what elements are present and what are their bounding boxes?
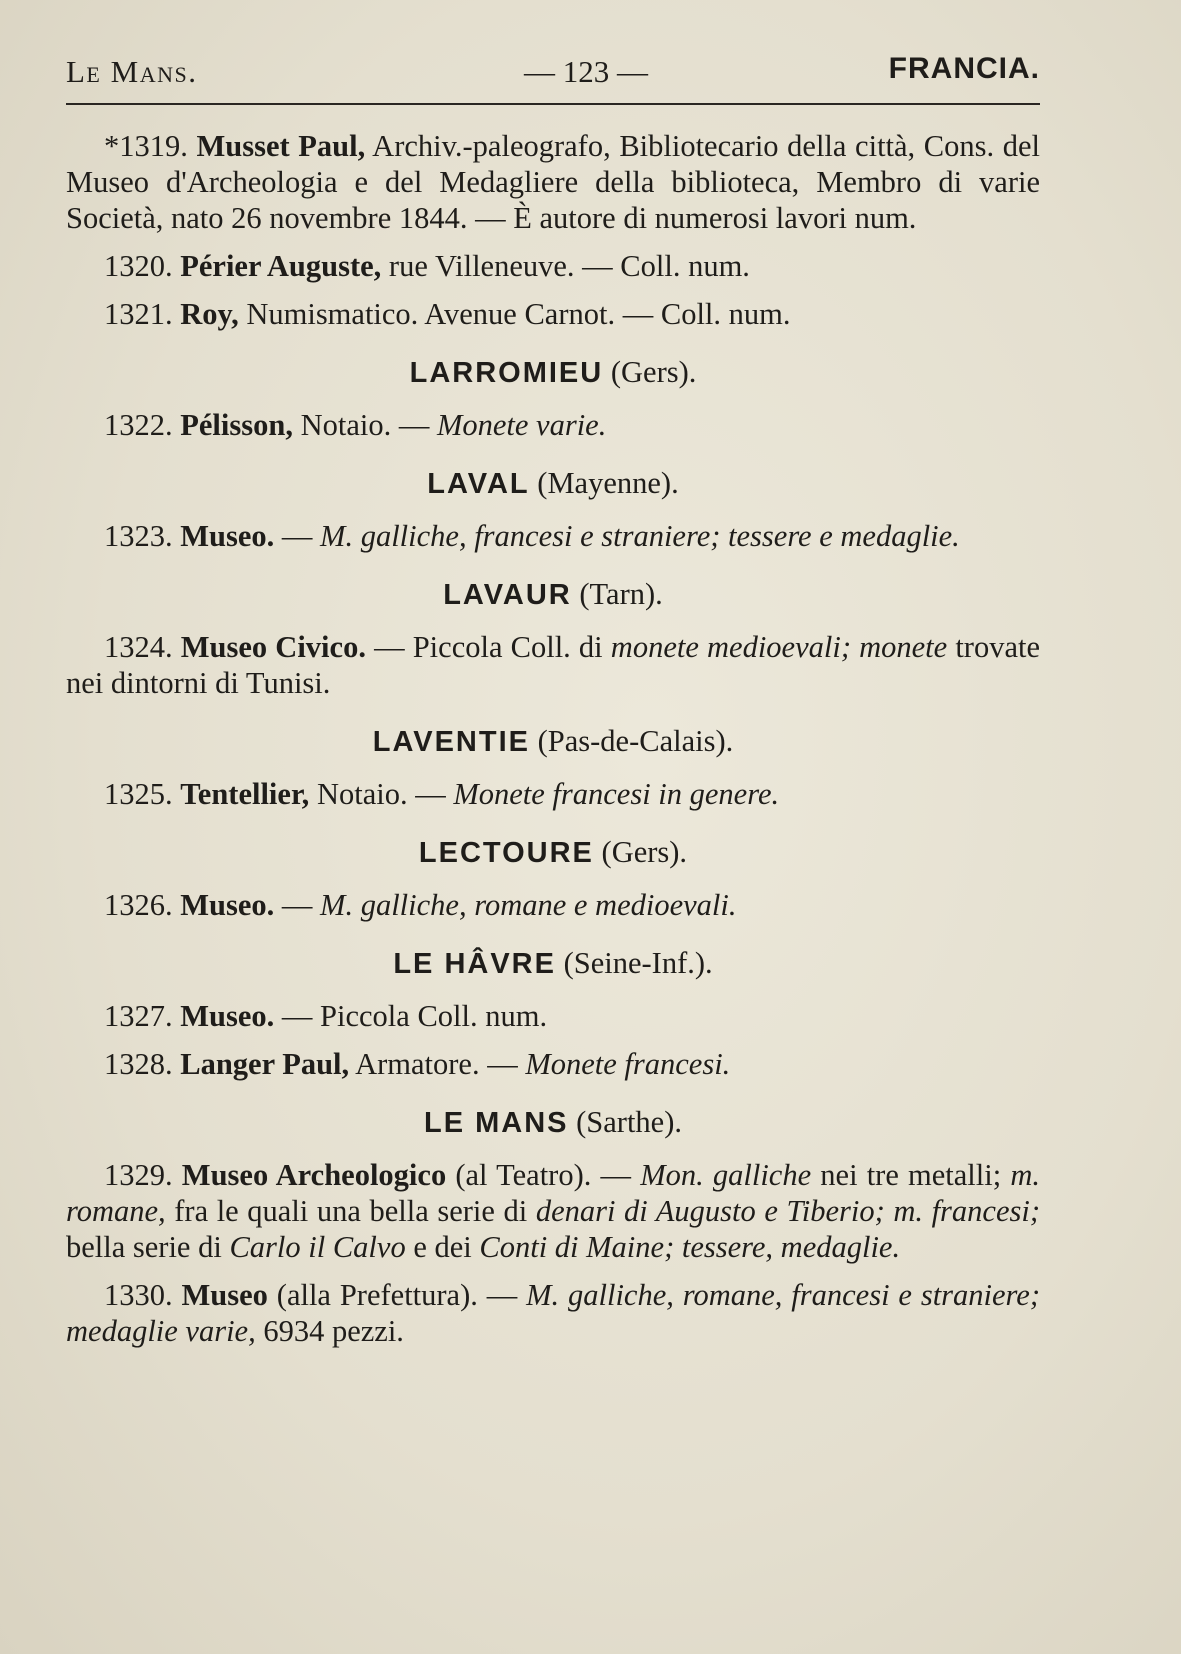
entry-italic-text: Monete francesi in genere. (453, 777, 780, 811)
entry-text: — Piccola Coll. di (365, 630, 611, 664)
directory-entry (66, 296, 1040, 332)
entry-italic-text: monete medioevali; monete (610, 630, 948, 664)
place-name: LARROMIEU (409, 357, 604, 389)
running-head-country: FRANCIA. (888, 52, 1040, 85)
entry-number: 1321. (104, 297, 173, 331)
entry-name: Museo Archeologico (181, 1158, 447, 1192)
entry-text: fra le quali una bella serie di (165, 1194, 536, 1228)
entry-number: 1323. (104, 519, 173, 553)
entry-number: 1330. (104, 1278, 173, 1312)
place-name: LAVENTIE (372, 726, 530, 758)
header-rule (66, 103, 1040, 105)
entry-italic-text: M. galliche, romane e medioevali. (320, 888, 737, 922)
entry-text: trovate nei dintorni di Tunisi. (66, 630, 1041, 700)
page-number: — 123 — (524, 54, 648, 89)
entry-italic-text: m. romane, (66, 1158, 1040, 1228)
place-name: LAVAL (427, 468, 530, 500)
directory-entry (66, 629, 1040, 701)
entry-text: rue Villeneuve. — Coll. num. (381, 249, 750, 283)
directory-entry (66, 518, 1040, 554)
directory-entry (66, 1046, 1040, 1082)
place-name: LE MANS (424, 1107, 569, 1139)
directory-entry (66, 1157, 1040, 1265)
entry-name: Langer Paul, (180, 1047, 350, 1081)
running-head-place: Le Mans. (66, 54, 198, 89)
entry-text: — (274, 888, 321, 922)
place-name: LECTOURE (418, 837, 594, 869)
entry-text: — (274, 519, 321, 553)
entry-text: (al Teatro). — (446, 1158, 641, 1192)
entry-text: Archiv.-paleografo, Bibliotecario della città, Cons. del Museo d'Archeologia e del Medagliere della biblioteca, Membro di varie Società, nato 26 novembre 1844. — È autore di numerosi lavori num. (66, 129, 1041, 235)
directory-entry (66, 248, 1040, 284)
entry-text: (alla Prefettura). — (267, 1278, 527, 1312)
entry-number: 1328. (104, 1047, 173, 1081)
directory-entry (66, 128, 1040, 236)
entry-italic-text: Mon. galliche (640, 1158, 812, 1192)
entry-name: Roy, (180, 297, 239, 331)
entry-text: Notaio. — (309, 777, 454, 811)
place-heading (66, 576, 1040, 613)
place-region: (Tarn). (579, 577, 663, 611)
entry-italic-text: Monete francesi. (525, 1047, 731, 1081)
entry-name: Museo. (180, 888, 275, 922)
entry-number: 1326. (104, 888, 173, 922)
entry-text: 6934 pezzi. (255, 1314, 404, 1348)
entry-name: Pélisson, (180, 408, 293, 442)
place-name: LE HÂVRE (393, 948, 556, 980)
entry-text: Armatore. — (349, 1047, 526, 1081)
entry-name: Périer Auguste, (180, 249, 382, 283)
entry-italic-text: Carlo il Calvo (229, 1230, 406, 1264)
entry-italic-text: Monete varie. (436, 408, 607, 442)
entry-number: *1319. (104, 129, 188, 163)
entry-name: Museo (181, 1278, 268, 1312)
entry-name: Museo. (180, 519, 275, 553)
entry-number: 1320. (104, 249, 173, 283)
running-header (66, 48, 1040, 94)
place-region: (Gers). (610, 355, 697, 389)
entry-name: Tentellier, (180, 777, 310, 811)
entry-text: Numismatico. Avenue Carnot. — Coll. num. (238, 297, 791, 331)
place-heading (66, 354, 1040, 391)
entry-number: 1327. (104, 999, 173, 1033)
place-region: (Sarthe). (576, 1105, 682, 1139)
entry-text: Notaio. — (292, 408, 437, 442)
entry-italic-text: denari di Augusto e Tiberio; m. francesi; (535, 1194, 1040, 1228)
entry-number: 1324. (104, 630, 173, 664)
entry-text: bella serie di (66, 1230, 230, 1264)
entry-italic-text: Conti di Maine; tessere, medaglie. (479, 1230, 901, 1264)
place-region: (Seine-Inf.). (563, 946, 713, 980)
place-region: (Pas-de-Calais). (537, 724, 734, 758)
place-heading (66, 723, 1040, 760)
page-body (66, 128, 1040, 1361)
entry-number: 1322. (104, 408, 173, 442)
entry-text: nei tre metalli; (811, 1158, 1011, 1192)
entry-number: 1325. (104, 777, 173, 811)
place-heading (66, 945, 1040, 982)
place-heading (66, 1104, 1040, 1141)
entry-name: Museo. (180, 999, 275, 1033)
entry-name: Musset Paul, (196, 129, 366, 163)
entry-number: 1329. (104, 1158, 173, 1192)
place-heading (66, 465, 1040, 502)
directory-entry (66, 1277, 1040, 1349)
place-region: (Gers). (601, 835, 688, 869)
directory-entry (66, 776, 1040, 812)
entry-italic-text: M. galliche, francesi e straniere; tessere e medaglie. (320, 519, 960, 553)
directory-entry (66, 887, 1040, 923)
directory-entry (66, 998, 1040, 1034)
directory-entry (66, 407, 1040, 443)
place-name: LAVAUR (443, 579, 572, 611)
place-heading (66, 834, 1040, 871)
entry-text: — Piccola Coll. num. (274, 999, 548, 1033)
entry-italic-text: M. galliche, romane, francesi e straniere; medaglie varie, (66, 1278, 1040, 1348)
place-region: (Mayenne). (537, 466, 679, 500)
entry-name: Museo Civico. (180, 630, 366, 664)
entry-text: e dei (405, 1230, 480, 1264)
